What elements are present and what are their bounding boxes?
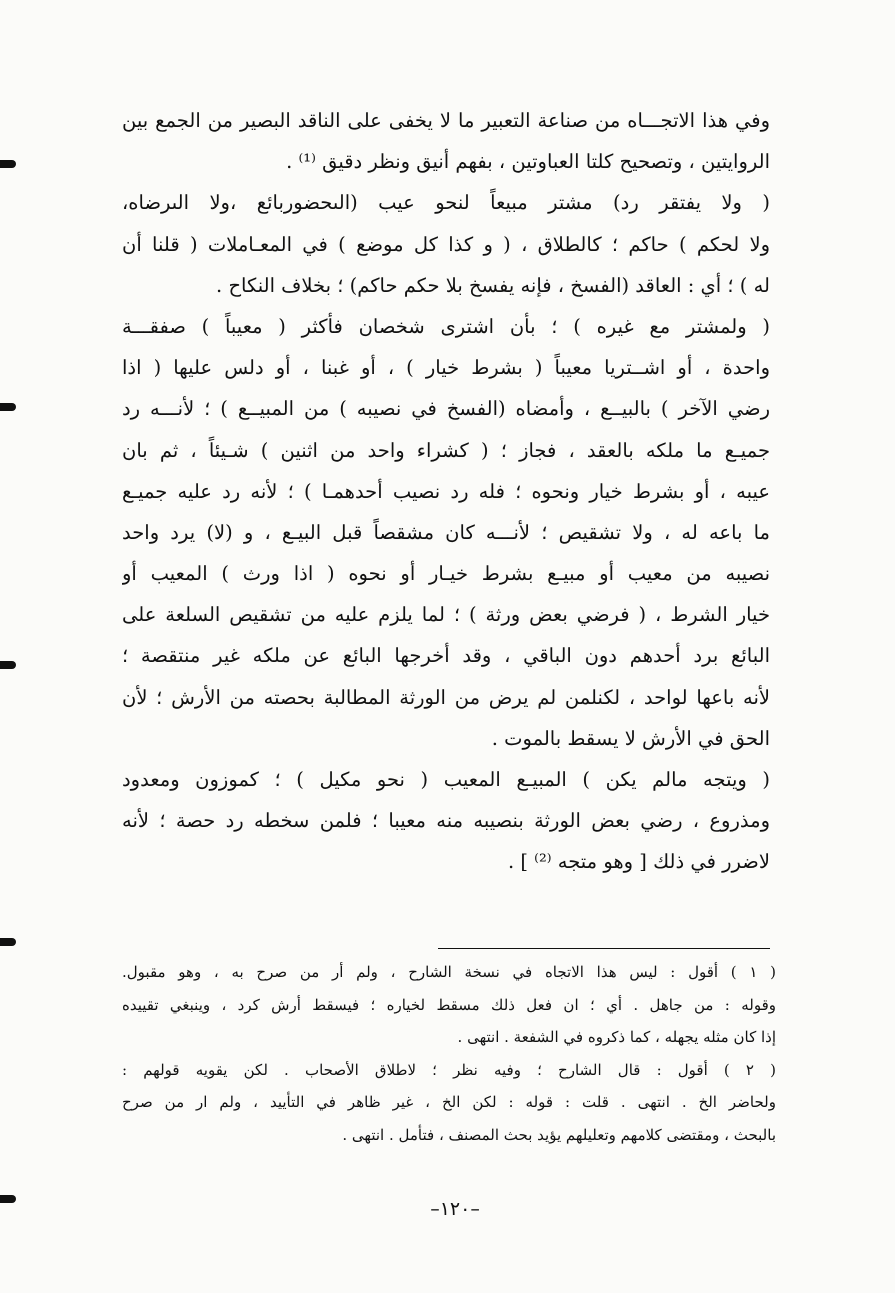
text-line: وفي هذا الاتجـــاه من صناعة التعبير ما لا يخفى على الناقد البصير من الجمع بين	[122, 109, 770, 132]
text-line: رضي الآخر ) بالبيــع ، وأمضاه (الفسخ في نصيبه ) من المبيــع ) ؛ لأنـــه رد	[122, 397, 770, 421]
text-line: لاضرر في ذلك [ وهو متجه ⁽²⁾ ] .	[507, 850, 770, 874]
text-line: له ) ؛ أي : العاقد (الفسخ ، فإنه يفسخ بلا حكم حاكم) ؛ بخلاف النكاح .	[216, 273, 770, 297]
binding-mark	[0, 938, 16, 946]
text-line: الروايتين ، وتصحيح كلتا العباوتين ، بفهم أنيق ونظر دقيق ⁽¹⁾ .	[286, 150, 770, 174]
text-line: ( ويتجه مالم يكن ) المبيـع المعيب ( نحو مكيل ) ؛ كموزون ومعدود	[122, 768, 770, 791]
footnote-divider	[438, 948, 770, 949]
text-line: ومذروع ، رضي بعض الورثة بنصيبه منه معيبا ؛ فلمن سخطه رد حصة ؛ لأنه	[122, 809, 770, 833]
footnote-line: ( ٢ ) أقول : قال الشارح ؛ وفيه نظر ؛ لاطلاق الأصحاب . لكن يقويه قولهم :	[122, 1060, 776, 1079]
footnote-line: إذا كان مثله يجهله ، كما ذكروه في الشفعة . انتهى .	[457, 1028, 776, 1046]
text-line: عيبه ، أو بشرط خيار ونحوه ؛ فله رد نصيب أحدهمـا ) ؛ لأنه رد عليه جميـع	[122, 479, 770, 503]
footnotes	[122, 956, 776, 1151]
page-number: –١٢٠–	[430, 1198, 480, 1220]
text-line: نصيبه من معيب أو مبيـع بشرط خيـار أو نحوه ( اذا ورث ) المعيب أو	[122, 562, 770, 586]
text-line: ما باعه له ، ولا تشقيص ؛ لأنـــه كان مشقصاً قبل البيـع ، و (لا) يرد واحد	[122, 520, 770, 544]
text-line: ولا لحكم ) حاكم ؛ كالطلاق ، ( و كذا كل موضع ) في المعـاملات ( قلنا أن	[122, 232, 770, 256]
text-line: جميـع ما ملكه بالعقد ، فجاز ؛ ( كشراء واحد من اثنين ) شـيئاً ، ثم بان	[122, 438, 770, 462]
text-line: واحدة ، أو اشــتريا معيباً ( بشرط خيار ) ، أو غبنا ، أو دلس عليها ( اذا	[122, 356, 770, 380]
main-text	[122, 100, 770, 883]
text-line: الحق في الأرش لا يسقط بالموت .	[491, 726, 770, 750]
footnote-line: ( ١ ) أقول : ليس هذا الاتجاه في نسخة الشارح ، ولم أر من صرح به ، وهو مقبول.	[122, 963, 776, 981]
footnote-line: وقوله : من جاهل . أي ؛ ان فعل ذلك مسقط لخياره ؛ فيسقط أرش كرد ، وينبغي تقييده	[122, 995, 776, 1014]
binding-mark	[0, 661, 16, 669]
text-line: البائع برد أحدهم دون الباقي ، وقد أخرجها البائع عن ملكه غير منتقصة ؛	[122, 644, 770, 668]
footnote-line: ولحاضر الخ . انتهى . قلت : قوله : لكن الخ ، غير ظاهر في التأييد ، ولم ار من صرح	[122, 1093, 776, 1111]
text-line: ( ولمشتر مع غيره ) ؛ بأن اشترى شخصان فأكثر ( معيباً ) صفقـــة	[122, 314, 770, 338]
text-line: خيار الشرط ، ( فرضي بعض ورثة ) ؛ لما يلزم عليه من تشقيص السلعة على	[122, 603, 770, 627]
footnote-line: بالبحث ، ومقتضى كلامهم وتعليلهم يؤيد بحث المصنف ، فتأمل . انتهى .	[342, 1125, 776, 1144]
binding-mark	[0, 1195, 16, 1203]
binding-mark	[0, 403, 16, 411]
binding-mark	[0, 160, 16, 168]
text-line: ( ولا يفتقر رد) مشتر مبيعاً لنحو عيب (الىحضوربائع ،ولا الىرضاه،	[122, 191, 770, 215]
text-line: لأنه باعها لواحد ، لكنلمن لم يرض من الورثة المطالبة بحصته من الأرش ؛ لأن	[122, 685, 770, 709]
